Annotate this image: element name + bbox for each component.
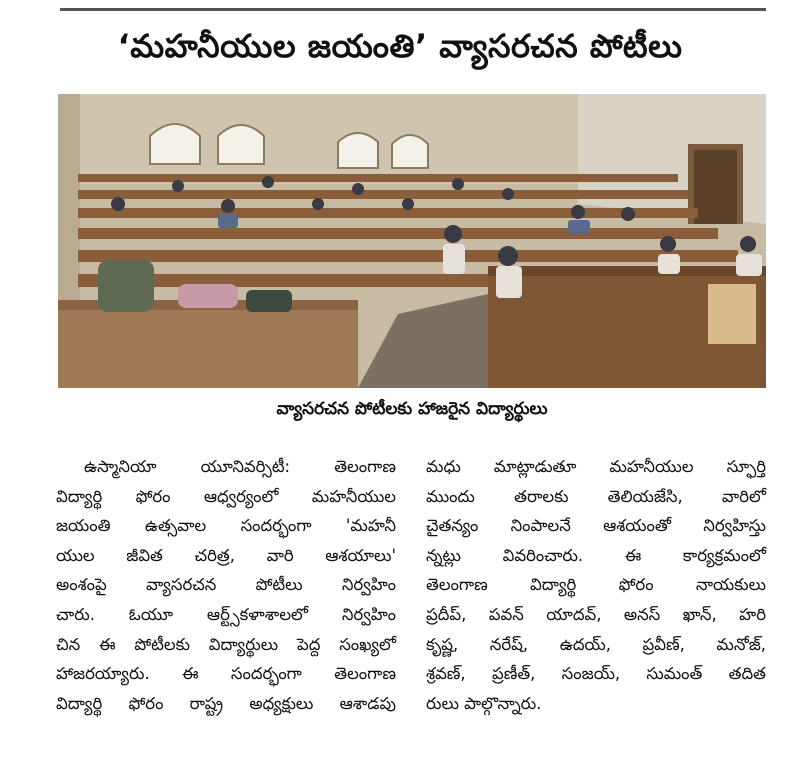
article-line: హాజరయ్యారు. ఈ సందర్భంగా తెలంగాణ	[56, 664, 396, 684]
article-line: చిన ఈ పోటీలకు విద్యార్థులు పెద్ద సంఖ్యలో	[56, 634, 396, 654]
article-column-left	[56, 452, 396, 718]
article-line: జయంతి ఉత్సవాల సందర్భంగా 'మహనీ	[56, 516, 396, 536]
article-line: చైతన్యం నింపాలనే ఆశయంతో నిర్వహిస్తు	[426, 516, 766, 536]
photo-caption: వ్యాసరచన పోటీలకు హాజరైన విద్యార్థులు	[276, 399, 548, 419]
article-line: న్నట్లు వివరించారు. ఈ కార్యక్రమంలో	[426, 545, 766, 565]
article-column-right	[426, 452, 766, 718]
article-line: మధు మాట్లాడుతూ మహనీయుల స్ఫూర్తి	[426, 457, 766, 476]
article-line: తెలంగాణ విద్యార్థి ఫోరం నాయకులు	[426, 575, 766, 595]
article-line: ఉస్మానియా యూనివర్సిటీ: తెలంగాణ	[84, 457, 396, 476]
article-line: చారు. ఓయూ ఆర్ట్స్‌కళాశాలలో నిర్వహిం	[56, 604, 396, 624]
top-rule	[60, 8, 766, 11]
article-line: రులు పాల్గొన్నారు.	[426, 693, 542, 713]
article-line: కృష్ణ, నరేష్, ఉదయ్, ప్రవీణ్, మనోజ్,	[426, 634, 766, 654]
article-line: యుల జీవిత చరిత్ర, వారి ఆశయాలు'	[56, 545, 396, 565]
article-line: శ్రవణ్, ప్రణీత్, సంజయ్, సుమంత్ తదిత	[426, 664, 766, 684]
article-line: అంశంపై వ్యాసరచన పోటీలు నిర్వహిం	[56, 575, 396, 595]
headline: ‘మహనీయుల జయంతి’ వ్యాసరచన పోటీలు	[117, 27, 683, 65]
article-line: విద్యార్థి ఫోరం ఆధ్వర్యంలో మహనీయుల	[56, 486, 396, 506]
article-line: ముందు తరాలకు తెలియజేసి, వారిలో	[426, 486, 766, 506]
article-line: ప్రదీప్, పవన్ యాదవ్, అనస్ ఖాన్, హరి	[426, 604, 766, 624]
article-line: విద్యార్థి ఫోరం రాష్ట్ర అధ్యక్షులు ఆశాడపు	[56, 693, 396, 713]
exam-hall-photo	[58, 94, 766, 388]
